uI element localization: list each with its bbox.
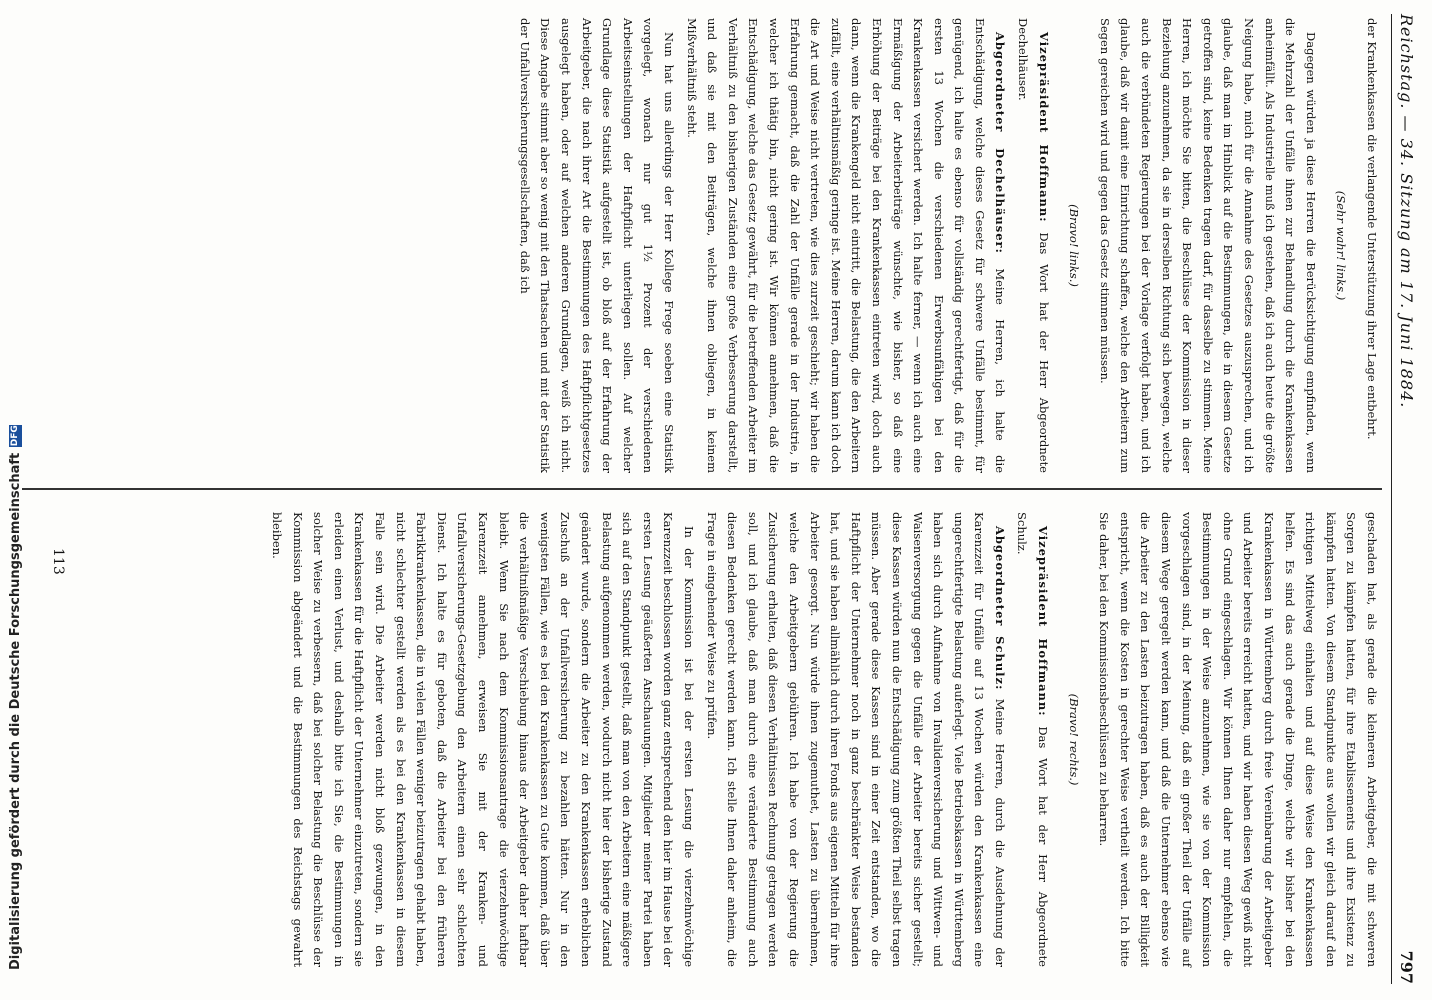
speech-turn — [681, 18, 1011, 473]
speech-text: Das Wort hat der Herr Abgeordnete Schulz. — [1015, 512, 1051, 967]
column-divider — [22, 488, 1382, 490]
bottom-page-number: 113 — [50, 548, 66, 575]
speech-text: Meine Herren, ich halte die Entschädigung, welche dieses Gesetz für schwere Unfälle bestimmt, für genügend, ich halte es ebenso für vollständig gerechtfertigt, daß für die ersten 13 Wochen die verschiedenen Erwerbsunfähigen bei den Krankenkassen versichert werden. Ich halte ferner, — wenn ich auch eine Ermäßigung der Arbeiterbeiträge wünschte, wie bisher, so daß eine Erhöhung der Beiträge bei den Krankenkassen eintreten wird, doch auch dann, wenn die Krankengeld nicht eintritt, die Belastung, die den Arbeitern zufällt, eine verhältnismäßig geringe ist. Meine Herren, darum kann ich doch die Art und Weise nicht vertreten, wie dies zurzeit geschieht; wir haben die Erfahrung gemacht, daß die Zahl der Unfälle gerade in der Industrie, in welcher ich thätig bin, nicht gering ist. Wir können annehmen, daß die Entschädigung, welche das Gesetz gewährt, für die betreffenden Arbeiter im Verhältniß zu den bisherigen Zuständen eine große Verbesserung darstellt, und daß sie mit den Beiträgen, welche ihnen obliegen, in keinem Mißverhältniß steht. — [684, 18, 1008, 473]
speaker-name: Vizepräsident Hoffmann: — [1036, 526, 1051, 717]
speech-text: Das Wort hat der Herr Abgeordnete Dechelhäuser. — [1016, 18, 1051, 473]
paragraph: Nun hat uns allerdings der Herr Kollege Frege soeben eine Statistik vorgelegt, wonach nur gut 1½ Prozent der verschiedenen Arbeitseinstellungen der Haftpflicht unterliegen sollen. Auf welcher Grundlage diese Statistik aufgestellt ist, ob bloß auf der Erfahrung der Arbeitgeber, die nach ihrer Art die Bestimmungen des Haftpflichtgesetzes ausgelegt haben, oder auf welchen anderen Grundlagen, weiß ich nicht. Diese Angabe stimmt aber so wenig mit den Thatsachen und mit der Statistik der Unfallversicherungsgesellschaften, daß ich — [517, 18, 676, 473]
left-column — [512, 18, 1382, 473]
speaker-name: Abgeordneter Schulz: — [992, 526, 1007, 691]
running-title: Reichstag. — 34. Sitzung am 17. Juni 1884. — [1397, 14, 1417, 409]
speech-turn — [1013, 18, 1054, 473]
paragraph: Dagegen würden ja diese Herren die Berücksichtigung empfinden, wenn die Mehrzahl der Unfälle ihnen zur Behandlung durch die Krankenkassen anheimfällt. Als Industrielle muß ich gestehen, daß ich auch heute die größte Neigung habe, mich für die Annahme des Gesetzes auszusprechen, und ich glaube, daß man im Hinblick auf die Bestimmungen, die in diesem Gesetze getroffen sind, keine Bedenken tragen darf, für dasselbe zu stimmen. Meine Herren, ich möchte Sie bitten, die Beschlüsse der Kommission in dieser Beziehung anzunehmen, da sie in derselben Richtung sich bewegen, welche auch die verbündeten Regierungen bei der Vorlage verfolgt haben, und ich glaube, daß wir damit eine Einrichtung schaffen, welche den Arbeitern zum Segen gereichen wird und gegen das Gesetz stimmen müssen. — [1097, 18, 1318, 473]
applause-note: (Sehr wahr! links.) — [1334, 190, 1349, 301]
dfg-credit-text: Digitalisierung gefördert durch die Deutsche Forschungsgemeinschaft — [7, 452, 23, 970]
speech-text: Meine Herren, durch die Ausdehnung der Karenzzeit für Unfälle auf 13 Wochen würden den Krankenkassen eine ungerechtfertigte Belastung auferlegt. Viele Betriebskassen in Württemberg haben sich durch Aufnahme von Invalidenversicherung und Wittwen- und Waisenversorgung gegen die Unfälle der Arbeiter bereits sicher gestellt; diese Kassen würden nun die Entschädigung zum größten Theil selbst tragen müssen. Aber gerade diese Kassen sind in einer Zeit entstanden, wo die Haftpflicht der Unternehmer noch in ganz beschränkter Weise bestanden hat, und sie haben allmählich durch ihren Fonds aus eigenen Mitteln für ihre Arbeiter gesorgt. Nun würde ihnen zugemuthet, Lasten zu übernehmen, welche den Arbeitgebern gebühren. Ich habe von der Regierung die Zusicherung erhalten, daß diesen Verhältnissen Rechnung getragen werden soll, und ich glaube, daß man durch eine veränderte Bestimmung auch diesen Bedenken gerecht werden kann. Ich stelle Ihnen daher anheim, die Frage in eingehender Weise zu prüfen. — [704, 512, 1007, 968]
speech-turn — [1012, 512, 1053, 967]
running-header — [1391, 14, 1422, 984]
page-number: 797 — [1397, 950, 1417, 984]
rotated-page-content — [12, 0, 1432, 1000]
paragraph: der Krankenkassen die verlangende Unterstützung ihrer Lage entbehrt. — [1365, 18, 1379, 440]
dfg-logo: DFG — [9, 425, 20, 447]
applause-note: (Bravo! links.) — [1067, 204, 1082, 287]
speaker-name: Vizepräsident Hoffmann: — [1036, 32, 1051, 223]
paragraph: In der Kommission ist bei der ersten Lesung die vierzehnwöchige Karenzzeit beschlossen worden ganz entsprechend den hier im Hause bei der ersten Lesung geäußerten Anschauungen. Mitglieder meiner Partei haben sich auf den Standpunkt gestellt, daß man von den Arbeitern eine mäßigere Belastung aufgenommen werden, wodurch nicht hier der bisherige Zustand geändert wurde, sondern die Arbeiter zu den Krankenkassen erheblichen Zuschuß an der Unfallversicherung zu bezahlen hätten. Nur in den wenigsten Fällen, wie es bei den Krankenkassen zu Gute kommen, daß über die verhältnißmäßige Verschiebung hinaus der Arbeitgeber daher haftbar bleibt. Wenn Sie nach dem Kommissionsantrage die vierzehnwöchige Karenzzeit annehmen, erweisen Sie mit der Kranken- und Unfallversicherungs-Gesetzgebung den Arbeitern einen sehr schlechten Dienst. Ich halte es für geboten, daß die Arbeiter bei den früheren Fabrikkrankenkassen, die in vielen Fällen weniger beizutragen gehabt haben, nicht schlechter gestellt werden als es bei den Krankenkassen in diesem Falle sein wird. Die Arbeiter werden nicht bloß gezwungen, in den Krankenkassen für die Haftpflicht der Unternehmer einzutreten, sondern sie erleiden einen Verlust, und deshalb bitte ich Sie, die Bestimmungen in solcher Weise zu verbessern, daß bei solcher Belastung die Beschlüsse der Kommission abgeändert und die Bestimmungen des Reichstags gewahrt bleiben. — [270, 512, 696, 967]
speaker-name: Abgeordneter Dechelhäuser: — [993, 32, 1008, 254]
right-column — [265, 512, 1382, 967]
speech-turn — [701, 512, 1010, 967]
applause-note: (Bravo! rechts.) — [1066, 693, 1081, 786]
paragraph: geschaden hat, als gerade die kleineren Arbeitgeber, die mit schweren Sorgen zu kämpfen hatten, für ihre Etablissements und ihre Existenz zu kämpfen hatten. Von diesem Standpunkte aus wollen wir gleich darauf den richtigen Mittelweg einhalten und auf diese Weise den Krankenkassen helfen. Es sind das auch gerade die Dinge, welche wir bisher bei den Krankenkassen in Württemberg durch freie Vereinbarung der Arbeitgeber und Arbeiter bereits erreicht hatten, und wir haben diesen Weg gewiß nicht ohne Grund eingeschlagen. Wir können Ihnen daher nur empfehlen, die Bestimmungen in der Weise anzunehmen, wie sie von der Kommission vorgeschlagen sind, in der Meinung, daß ein großer Theil der Unfälle auf diesem Wege geregelt werden kann, und daß die Unternehmer ebenso wie die Arbeiter zu den Lasten beizutragen haben, daß es auch der Billigkeit entspricht, wenn die Kosten in gerechter Weise vertheilt werden. Ich bitte Sie daher, bei den Kommissionsbeschlüssen zu beharren. — [1097, 512, 1379, 967]
